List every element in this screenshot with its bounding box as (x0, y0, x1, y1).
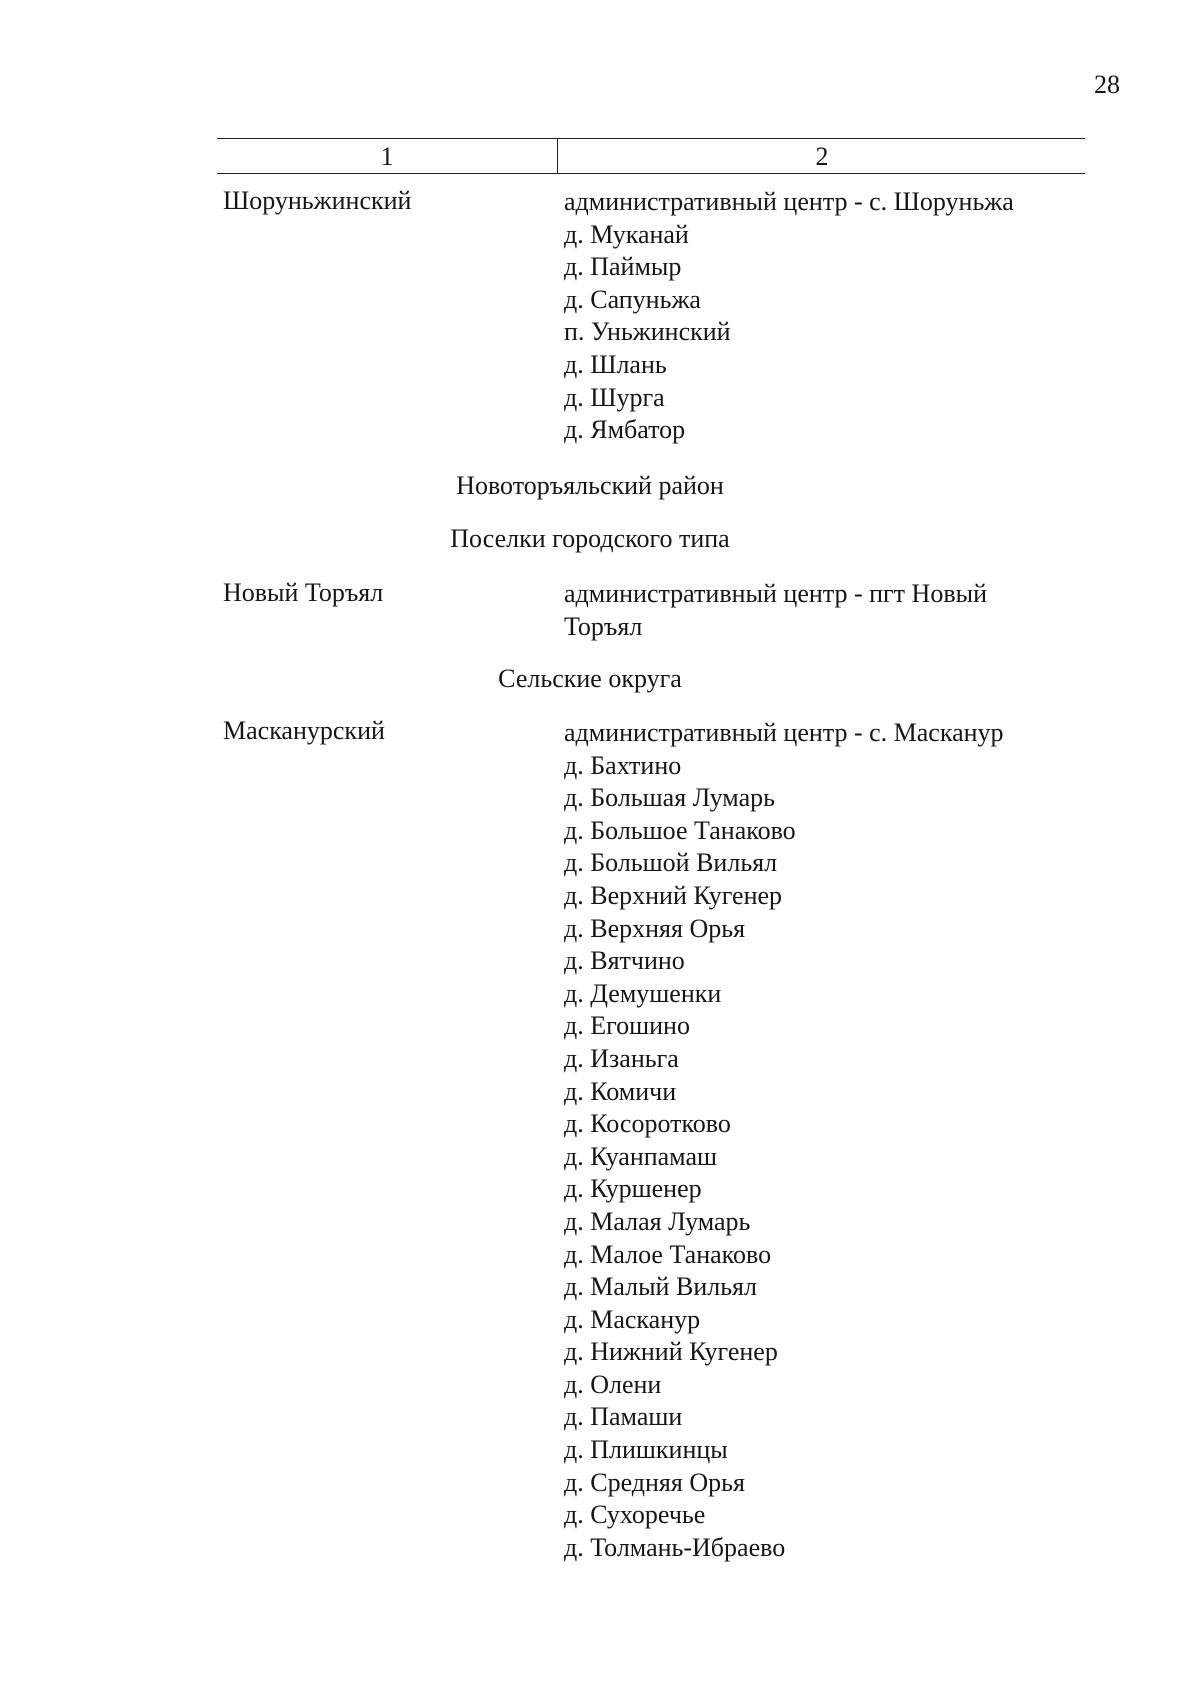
place-item: д. Бахтино (564, 750, 682, 780)
place-item: д. Большая Лумарь (564, 783, 775, 813)
place-item: д. Демушенки (564, 978, 722, 1008)
place-item: д. Олени (564, 1369, 662, 1399)
place-item: д. Изаньга (564, 1043, 679, 1073)
place-item: д. Масканур (564, 1304, 701, 1334)
place-item: д. Куанпамаш (564, 1141, 718, 1171)
page-number: 28 (1094, 70, 1120, 99)
district-title: Новоторъяльский район (456, 471, 724, 500)
place-item: д. Муканай (564, 219, 689, 249)
place-item: д. Сухоречье (564, 1500, 706, 1530)
place-item: д. Малая Лумарь (564, 1206, 751, 1236)
okrug-name-shorunzha: Шоруньжинский (223, 186, 412, 215)
column-header-1: 1 (380, 142, 394, 171)
place-item: д. Нижний Кугенер (564, 1337, 778, 1367)
place-item: д. Егошино (564, 1011, 690, 1041)
place-item: д. Шурга (564, 382, 665, 412)
place-item: административный центр - пгт Новый Торъял (564, 579, 987, 641)
place-item: д. Вятчино (564, 946, 685, 976)
places-list-novy-toryal (564, 578, 1034, 643)
place-item: д. Малый Вильял (564, 1272, 757, 1302)
header-top-rule (217, 138, 1085, 139)
okrug-name-maskanur: Масканурский (223, 716, 385, 745)
places-list-shorunzha (564, 186, 1064, 447)
place-item: д. Шлань (564, 349, 667, 379)
place-item: д. Сапуньжа (564, 284, 701, 314)
column-header-2: 2 (815, 142, 829, 171)
urban-section-title: Поселки городского типа (450, 524, 730, 553)
place-item: д. Большой Вильял (564, 848, 778, 878)
place-item: п. Уньжинский (564, 317, 731, 347)
place-item: д. Памаши (564, 1402, 683, 1432)
place-item: д. Верхняя Орья (564, 913, 746, 943)
place-item: д. Комичи (564, 1076, 677, 1106)
place-item: д. Верхний Кугенер (564, 880, 783, 910)
rural-section-title: Сельские округа (498, 664, 682, 693)
okrug-name-novy-toryal: Новый Торъял (223, 578, 384, 607)
place-item: д. Косоротково (564, 1109, 731, 1139)
place-item: д. Большое Танаково (564, 815, 796, 845)
place-item: д. Малое Танаково (564, 1239, 772, 1269)
place-item: административный центр - с. Масканур (564, 718, 1004, 747)
place-item: д. Паймыр (564, 252, 682, 282)
place-item: д. Толмань-Ибраево (564, 1532, 786, 1562)
header-column-divider (557, 138, 558, 174)
header-bottom-rule (217, 173, 1085, 174)
place-item: д. Ямбатор (564, 415, 686, 445)
place-item: д. Плишкинцы (564, 1435, 728, 1465)
places-list-maskanur (564, 717, 1064, 1564)
table-header (217, 138, 1085, 174)
place-item: д. Средняя Орья (564, 1467, 745, 1497)
place-item: административный центр - с. Шоруньжа (564, 187, 1014, 216)
place-item: д. Куршенер (564, 1174, 702, 1204)
